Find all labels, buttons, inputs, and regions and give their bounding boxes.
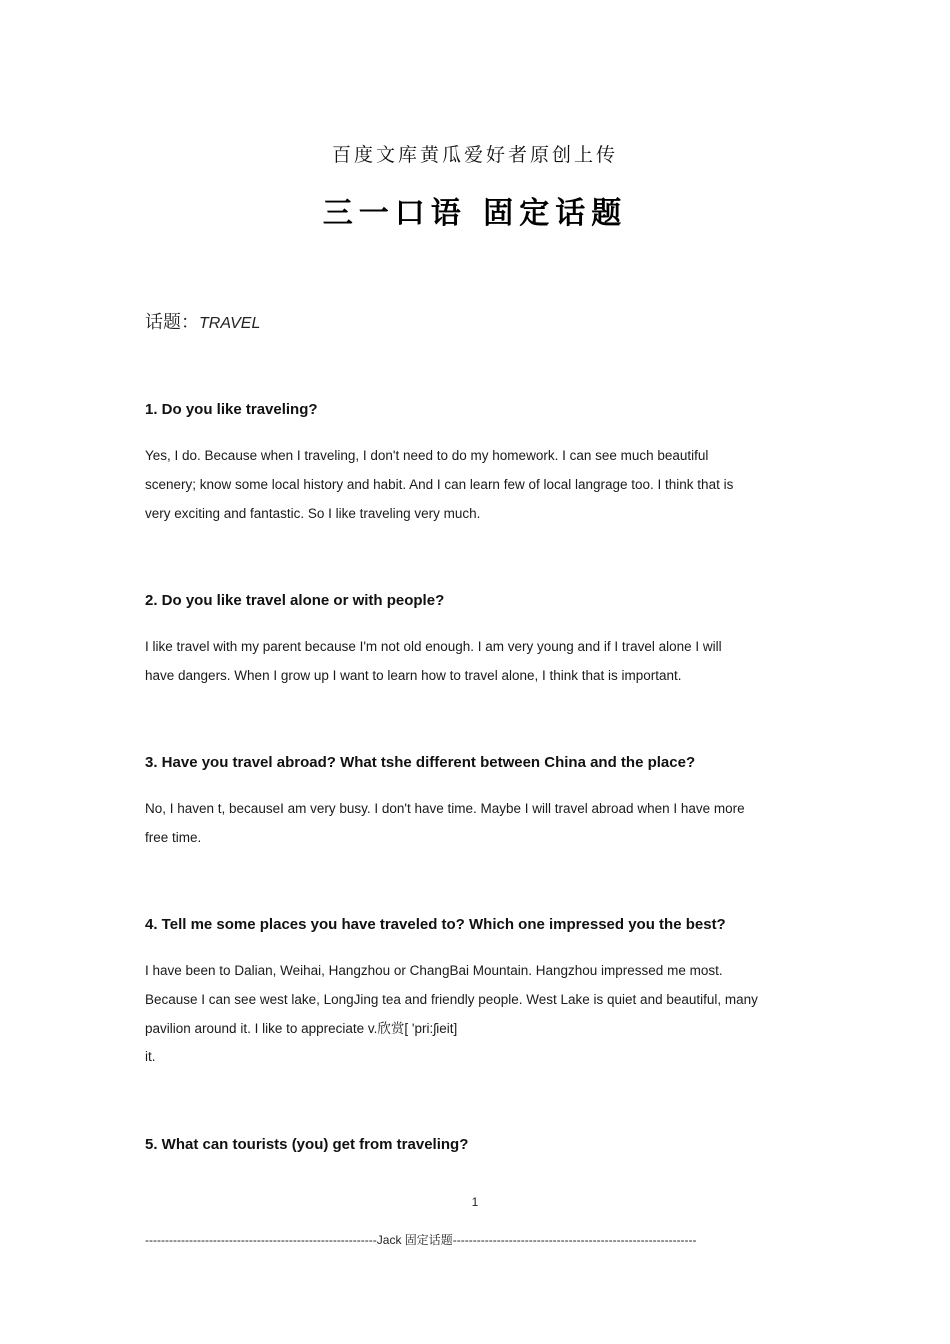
header-line: 百度文库黄瓜爱好者原创上传 [331,144,618,166]
page-footer: ----------------------------------------------------------Jack 固定话题------------------------------------------------------------- [145,1233,697,1247]
topic-heading [145,308,260,334]
answer-line: very exciting and fantastic. So I like traveling very much. [145,505,481,521]
answer-line: it. [145,1049,156,1065]
answer-line: scenery; know some local history and habit. And I can learn few of local langrage too. I think that is [145,476,734,492]
question-2: 2. Do you like travel alone or with people? [145,592,445,609]
page-title: 三一口语 固定话题 [322,196,628,231]
topic-value: TRAVEL [199,315,261,332]
question-3: 3. Have you travel abroad? What tshe different between China and the place? [145,754,696,771]
question-1: 1. Do you like traveling? [145,401,318,418]
answer-4 [145,957,810,1072]
question-5: 5. What can tourists (you) get from traveling? [145,1136,469,1153]
question-4: 4. Tell me some places you have traveled to? Which one impressed you the best? [145,916,726,933]
answer-line: Because I can see west lake, LongJing tea and friendly people. West Lake is quiet and beautiful, many [145,991,758,1007]
topic-label: 话题： [145,312,199,332]
answer-line: Yes, I do. Because when I traveling, I don't need to do my homework. I can see much beautiful [145,448,709,463]
answer-1 [145,442,810,528]
answer-line: pavilion around it. I like to appreciate v.欣赏[ 'pri:ʃieit] [145,1020,458,1036]
answer-line: free time. [145,829,202,845]
answer-line: I have been to Dalian, Weihai, Hangzhou or ChangBai Mountain. Hangzhou impressed me most. [145,963,723,978]
answer-2 [145,633,810,691]
page-number: 1 [471,1195,479,1209]
answer-line: I like travel with my parent because I'm not old enough. I am very young and if I travel alone I will [145,639,722,654]
answer-3 [145,795,810,853]
answer-line: No, I haven t, becauseI am very busy. I don't have time. Maybe I will travel abroad when I have more [145,801,745,816]
answer-line: have dangers. When I grow up I want to learn how to travel alone, I think that is important. [145,667,682,683]
